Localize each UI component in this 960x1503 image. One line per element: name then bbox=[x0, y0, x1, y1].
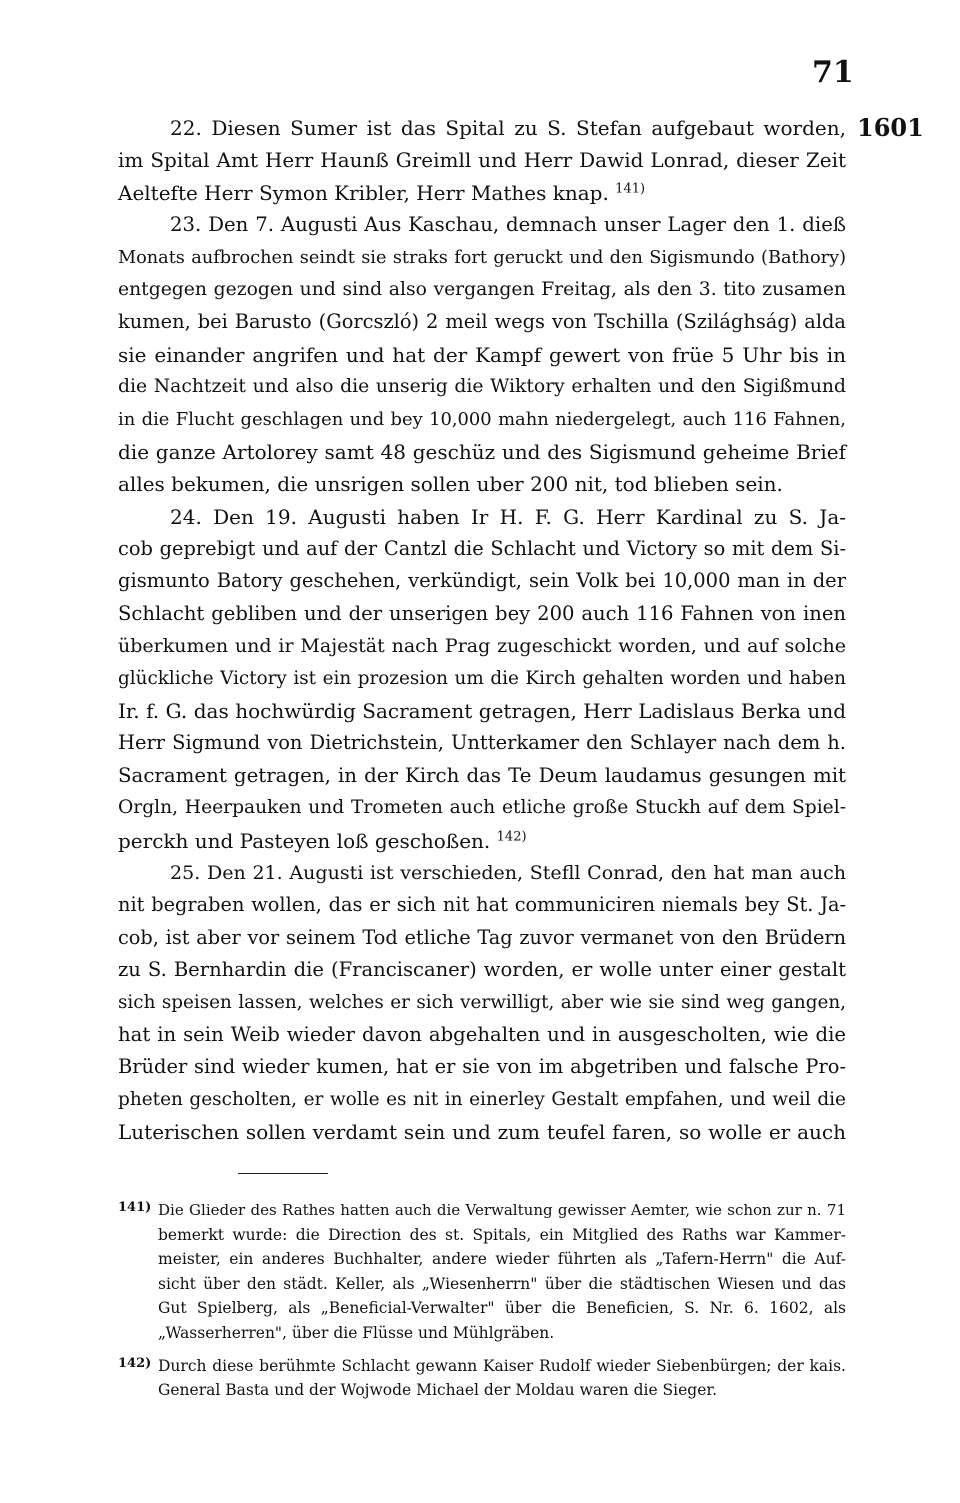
text-line: Herr Sigmund von Dietrichstein, Untterkamer den Schlayer nach dem h. bbox=[118, 731, 846, 755]
paragraph-23 bbox=[118, 209, 846, 501]
paragraph-24 bbox=[118, 501, 846, 857]
text-line-content: perckh und Pasteyen loß geschoßen. bbox=[118, 828, 491, 853]
text-line: nit begraben wollen, das er sich nit hat communiciren niemals bey St. Ja- bbox=[118, 893, 846, 917]
text-line: die Nachtzeit und also die unserig die Wiktory erhalten und den Sigißmund bbox=[118, 376, 846, 398]
text-line: hat in sein Weib wieder davon abgehalten und in ausgescholten, wie die bbox=[118, 1022, 846, 1046]
footnote-line: sicht über den städt. Keller, als „Wiesenherrn" über die städtischen Wiesen und das bbox=[158, 1274, 846, 1293]
paragraph-25 bbox=[118, 857, 846, 1149]
footnote-separator bbox=[238, 1173, 328, 1174]
text-line: Luterischen sollen verdamt sein und zum teufel faren, so wolle er auch bbox=[118, 1120, 846, 1145]
footnote-line: „Wasserherren", über die Flüsse und Mühlgräben. bbox=[158, 1323, 555, 1342]
paragraph-22 bbox=[118, 112, 846, 209]
text-line: pheten gescholten, er wolle es nit in einerley Gestalt empfahen, und weil die bbox=[118, 1088, 846, 1110]
text-line bbox=[118, 825, 846, 857]
text-line: 24. Den 19. Augusti haben Ir H. F. G. Herr Kardinal zu S. Ja- bbox=[170, 504, 846, 529]
text-line: sich speisen lassen, welches er sich verwilligt, aber wie sie sind weg gangen, bbox=[118, 991, 846, 1013]
footnote-line: General Basta und der Wojwode Michael der Moldau waren die Sieger. bbox=[158, 1381, 718, 1400]
footnote-141 bbox=[118, 1198, 846, 1346]
text-line: in die Flucht geschlagen und bey 10,000 mahn niedergelegt, auch 116 Fahnen, bbox=[118, 408, 846, 430]
text-line bbox=[118, 177, 846, 209]
text-line: cob geprebigt und auf der Cantzl die Schlacht und Victory so mit dem Si- bbox=[118, 537, 846, 561]
footnote-mark: 142) bbox=[118, 1355, 152, 1371]
text-line: 22. Diesen Sumer ist das Spital zu S. Stefan aufgebaut worden, bbox=[170, 116, 846, 140]
footnote-line: Durch diese berühmte Schlacht gewann Kaiser Rudolf wieder Siebenbürgen; der kais. bbox=[158, 1356, 846, 1375]
text-line: 23. Den 7. Augusti Aus Kaschau, demnach unser Lager den 1. dieß bbox=[170, 213, 846, 237]
text-line: überkumen und ir Majestät nach Prag zugeschickt worden, und auf solche bbox=[118, 635, 846, 658]
text-line: die ganze Artolorey samt 48 geschüz und des Sigismund geheime Brief bbox=[118, 439, 846, 464]
footnotes bbox=[118, 1198, 846, 1411]
footnote-mark: 141) bbox=[118, 1200, 152, 1215]
text-line: cob, ist aber vor seinem Tod etliche Tag zuvor vermanet von den Brüdern bbox=[118, 925, 846, 949]
footnote-ref-142: 142) bbox=[496, 828, 527, 844]
text-line: Schlacht gebliben und der unserigen bey 200 auch 116 Fahnen von inen bbox=[118, 601, 846, 625]
text-line: Monats aufbrochen seindt sie straks fort geruckt und den Sigismundo (Bathory) bbox=[118, 247, 846, 268]
page-number: 71 bbox=[812, 55, 854, 90]
text-line-content: Aeltefte Herr Symon Kribler, Herr Mathes knap. bbox=[118, 180, 609, 205]
text-line: glückliche Victory ist ein prozesion um die Kirch gehalten worden und haben bbox=[118, 667, 846, 689]
text-line: zu S. Bernhardin die (Franciscaner) worden, er wolle unter einer gestalt bbox=[118, 958, 846, 982]
text-line: alles bekumen, die unsrigen sollen uber 200 nit, tod blieben sein. bbox=[118, 472, 783, 497]
text-line: Sacrament getragen, in der Kirch das Te Deum laudamus gesungen mit bbox=[118, 763, 846, 787]
footnote-line: meister, ein anderes Buchhalter, andere wieder führten als „Tafern-Herrn" die Auf- bbox=[158, 1250, 846, 1269]
text-line: Ir. f. G. das hochwürdig Sacrament getragen, Herr Ladislaus Berka und bbox=[118, 699, 846, 724]
text-line: entgegen gezogen und sind also vergangen Freitag, als den 3. tito zusamen bbox=[118, 278, 846, 300]
text-line: sie einander angrifen und hat der Kampf gewert von früe 5 Uhr bis in bbox=[118, 342, 846, 367]
footnote-ref-141: 141) bbox=[615, 181, 646, 197]
text-line: Orgln, Heerpauken und Trometen auch etliche große Stuckh auf dem Spiel- bbox=[118, 797, 846, 819]
text-line: im Spital Amt Herr Haunß Greimll und Herr Dawid Lonrad, dieser Zeit bbox=[118, 148, 846, 173]
body-text bbox=[118, 112, 846, 1149]
text-line: gismunto Batory geschehen, verkündigt, sein Volk bei 10,000 man in der bbox=[118, 569, 846, 593]
footnote-line: Die Glieder des Rathes hatten auch die Verwaltung gewisser Aemter, wie schon zur n. 71 bbox=[158, 1201, 846, 1219]
text-line: kumen, bei Barusto (Gorcszló) 2 meil wegs von Tschilla (Szilághság) alda bbox=[118, 310, 846, 334]
text-line: Brüder sind wieder kumen, hat er sie von im abgetriben und falsche Pro- bbox=[118, 1055, 846, 1079]
footnote-line: Gut Spielberg, als „Beneficial-Verwalter" über die Beneficien, S. Nr. 6. 1602, als bbox=[158, 1299, 846, 1318]
margin-year: 1601 bbox=[857, 113, 924, 142]
footnote-line: bemerkt wurde: die Direction des st. Spitals, ein Mitglied des Raths war Kammer- bbox=[158, 1225, 846, 1244]
footnote-142 bbox=[118, 1354, 846, 1403]
text-line: 25. Den 21. Augusti ist verschieden, Stefll Conrad, den hat man auch bbox=[170, 861, 846, 884]
